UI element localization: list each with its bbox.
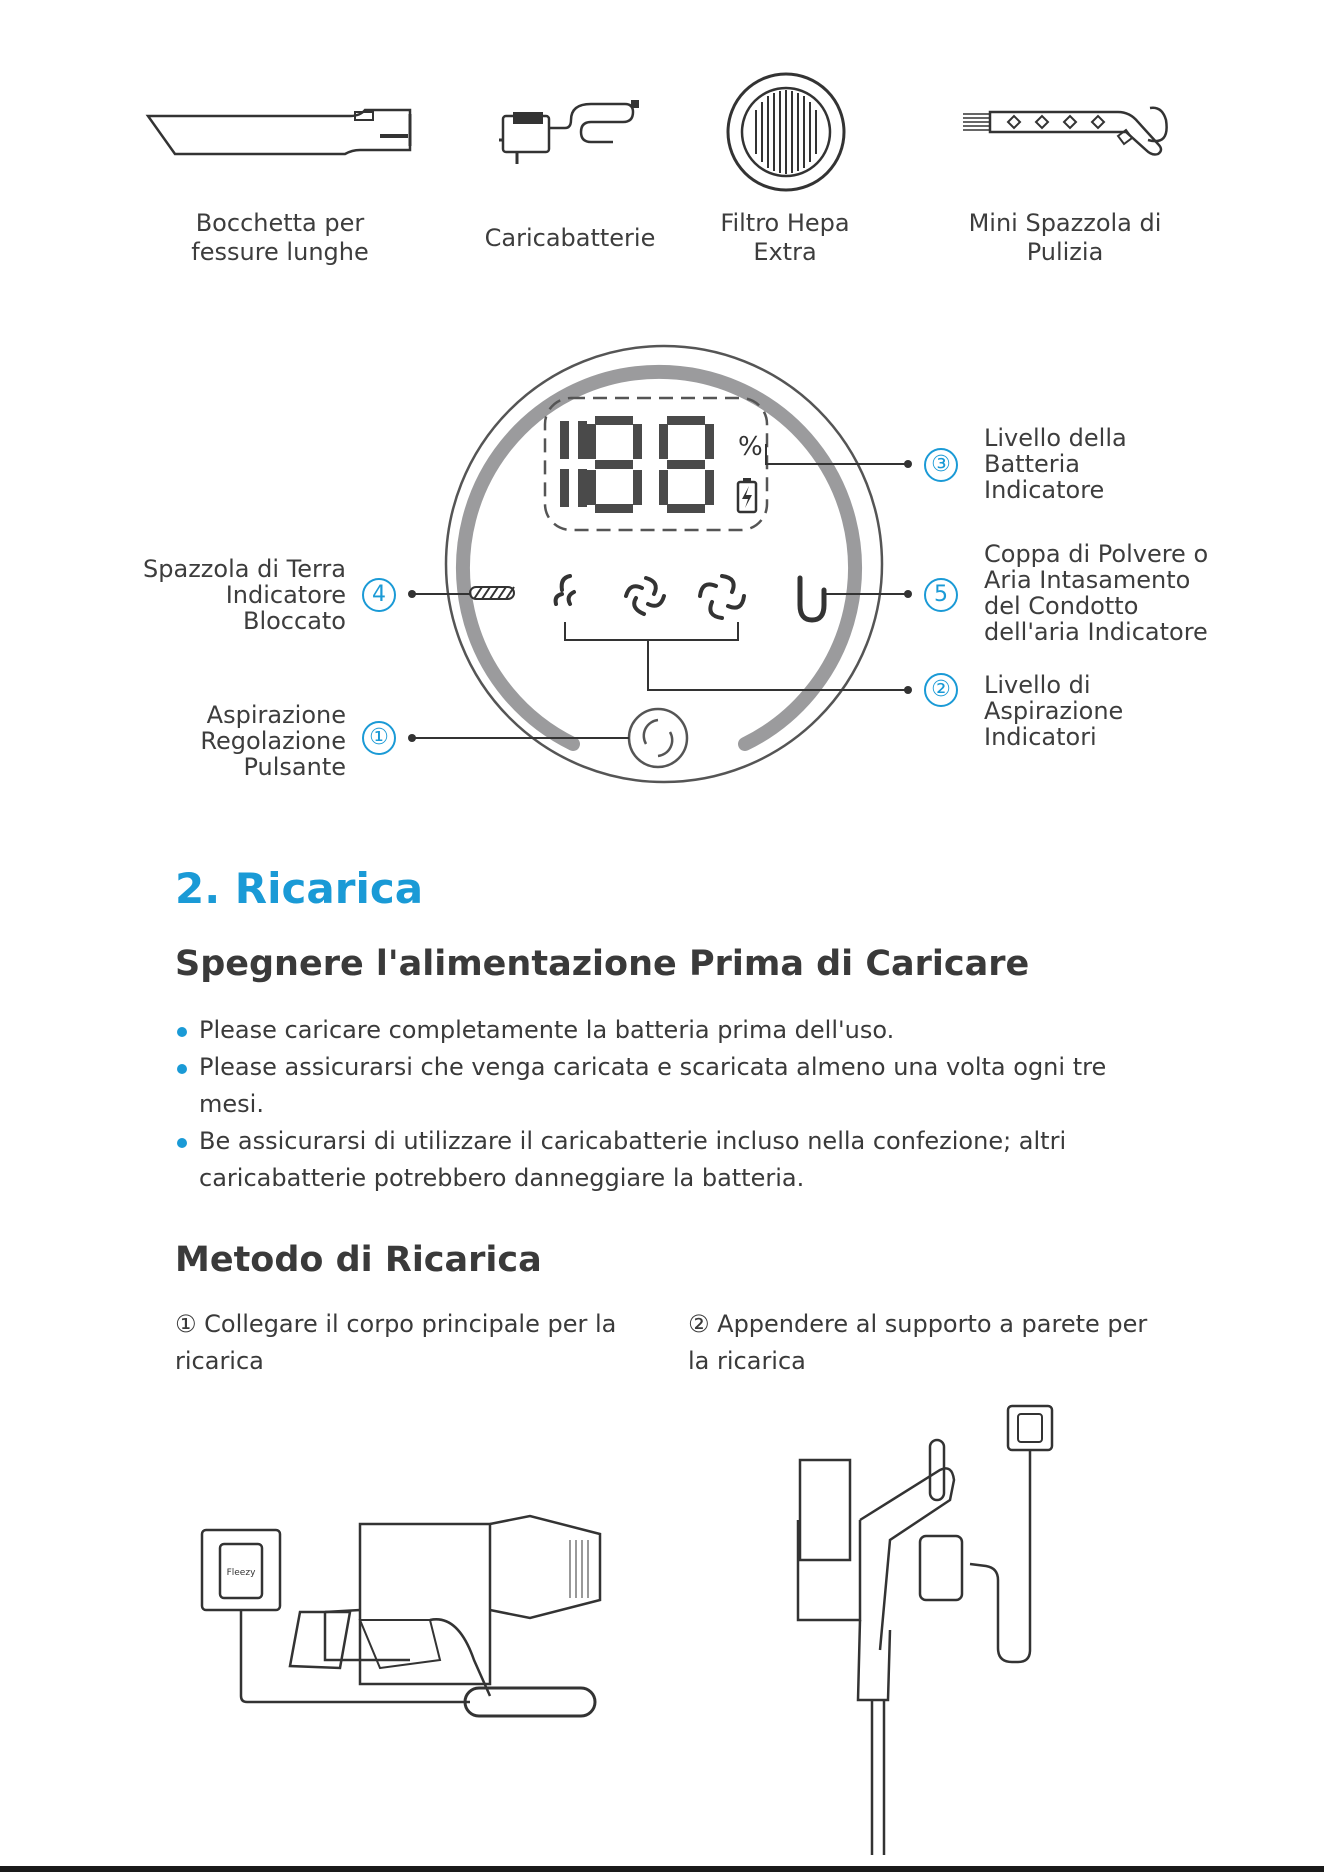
duct-clog-icon [800, 578, 824, 620]
fan-icon [626, 578, 664, 614]
charger-icon [495, 96, 645, 176]
list-item: Be assicurarsi di utilizzare il caricabatterie incluso nella confezione; altri caricabatterie potrebbero danneggiare la batteria. [175, 1123, 1125, 1197]
bottom-rule [0, 1866, 1324, 1872]
list-item: Please assicurarsi che venga caricata e scaricata almeno una volta ogni tre mesi. [175, 1049, 1125, 1123]
fan-icon [700, 576, 744, 618]
percent-symbol: % [738, 432, 763, 462]
accessory-hepa-filter [724, 70, 848, 194]
accessory-label: Caricabatterie [484, 224, 656, 252]
callout-number: ① [362, 721, 396, 755]
method-title: Metodo di Ricarica [175, 1240, 542, 1280]
step-2: ② Appendere al supporto a parete per la ricarica [688, 1310, 1148, 1375]
callout-label-battery: Livello della Batteria Indicatore [984, 424, 1127, 504]
callout-number: ② [924, 673, 958, 707]
callout-number: 5 [924, 578, 958, 612]
bullet-list [175, 1012, 1175, 1197]
list-item: Please caricare completamente la batteria prima dell'uso. [175, 1012, 1175, 1049]
segment-digits [560, 416, 714, 513]
accessory-charger [495, 96, 645, 176]
digit-display-frame [545, 398, 767, 530]
accessory-cleaning-brush [958, 100, 1178, 170]
brand-label: Fleezy [226, 1568, 256, 1578]
charging-illustration-body [190, 1510, 630, 1730]
fan-icon [556, 576, 574, 604]
callout-label-button: Aspirazione Regolazione Pulsante [200, 701, 346, 781]
callout-number: 4 [362, 578, 396, 612]
brush-roll-icon [470, 587, 514, 599]
crevice-tool-icon [140, 100, 430, 170]
section-title: 2. Ricarica [175, 864, 424, 913]
step-1: ① Collegare il corpo principale per la ricarica [175, 1310, 617, 1375]
callout-label-duct: Coppa di Polvere o Aria Intasamento del Condotto dell'aria Indicatore [984, 540, 1209, 646]
accessory-label: Filtro Hepa Extra [720, 209, 850, 266]
hepa-filter-icon [724, 70, 848, 194]
battery-icon [738, 478, 756, 512]
callout-label-brush: Spazzola di Terra Indicatore Bloccato [143, 555, 346, 635]
suction-button[interactable] [629, 709, 687, 767]
section-subtitle: Spegnere l'alimentazione Prima di Caricare [175, 944, 1030, 984]
accessory-label: Bocchetta per fessure lunghe [191, 209, 369, 266]
accessory-label: Mini Spazzola di Pulizia [968, 209, 1162, 266]
callout-label-suction-level: Livello di Aspirazione Indicatori [984, 671, 1124, 751]
charging-illustration-wall-mount [780, 1400, 1080, 1860]
callout-number: ③ [924, 448, 958, 482]
accessory-crevice-tool [140, 100, 430, 170]
callout-line-battery [766, 444, 908, 464]
callout-line-suction-level [565, 622, 908, 690]
cleaning-brush-icon [958, 100, 1178, 170]
